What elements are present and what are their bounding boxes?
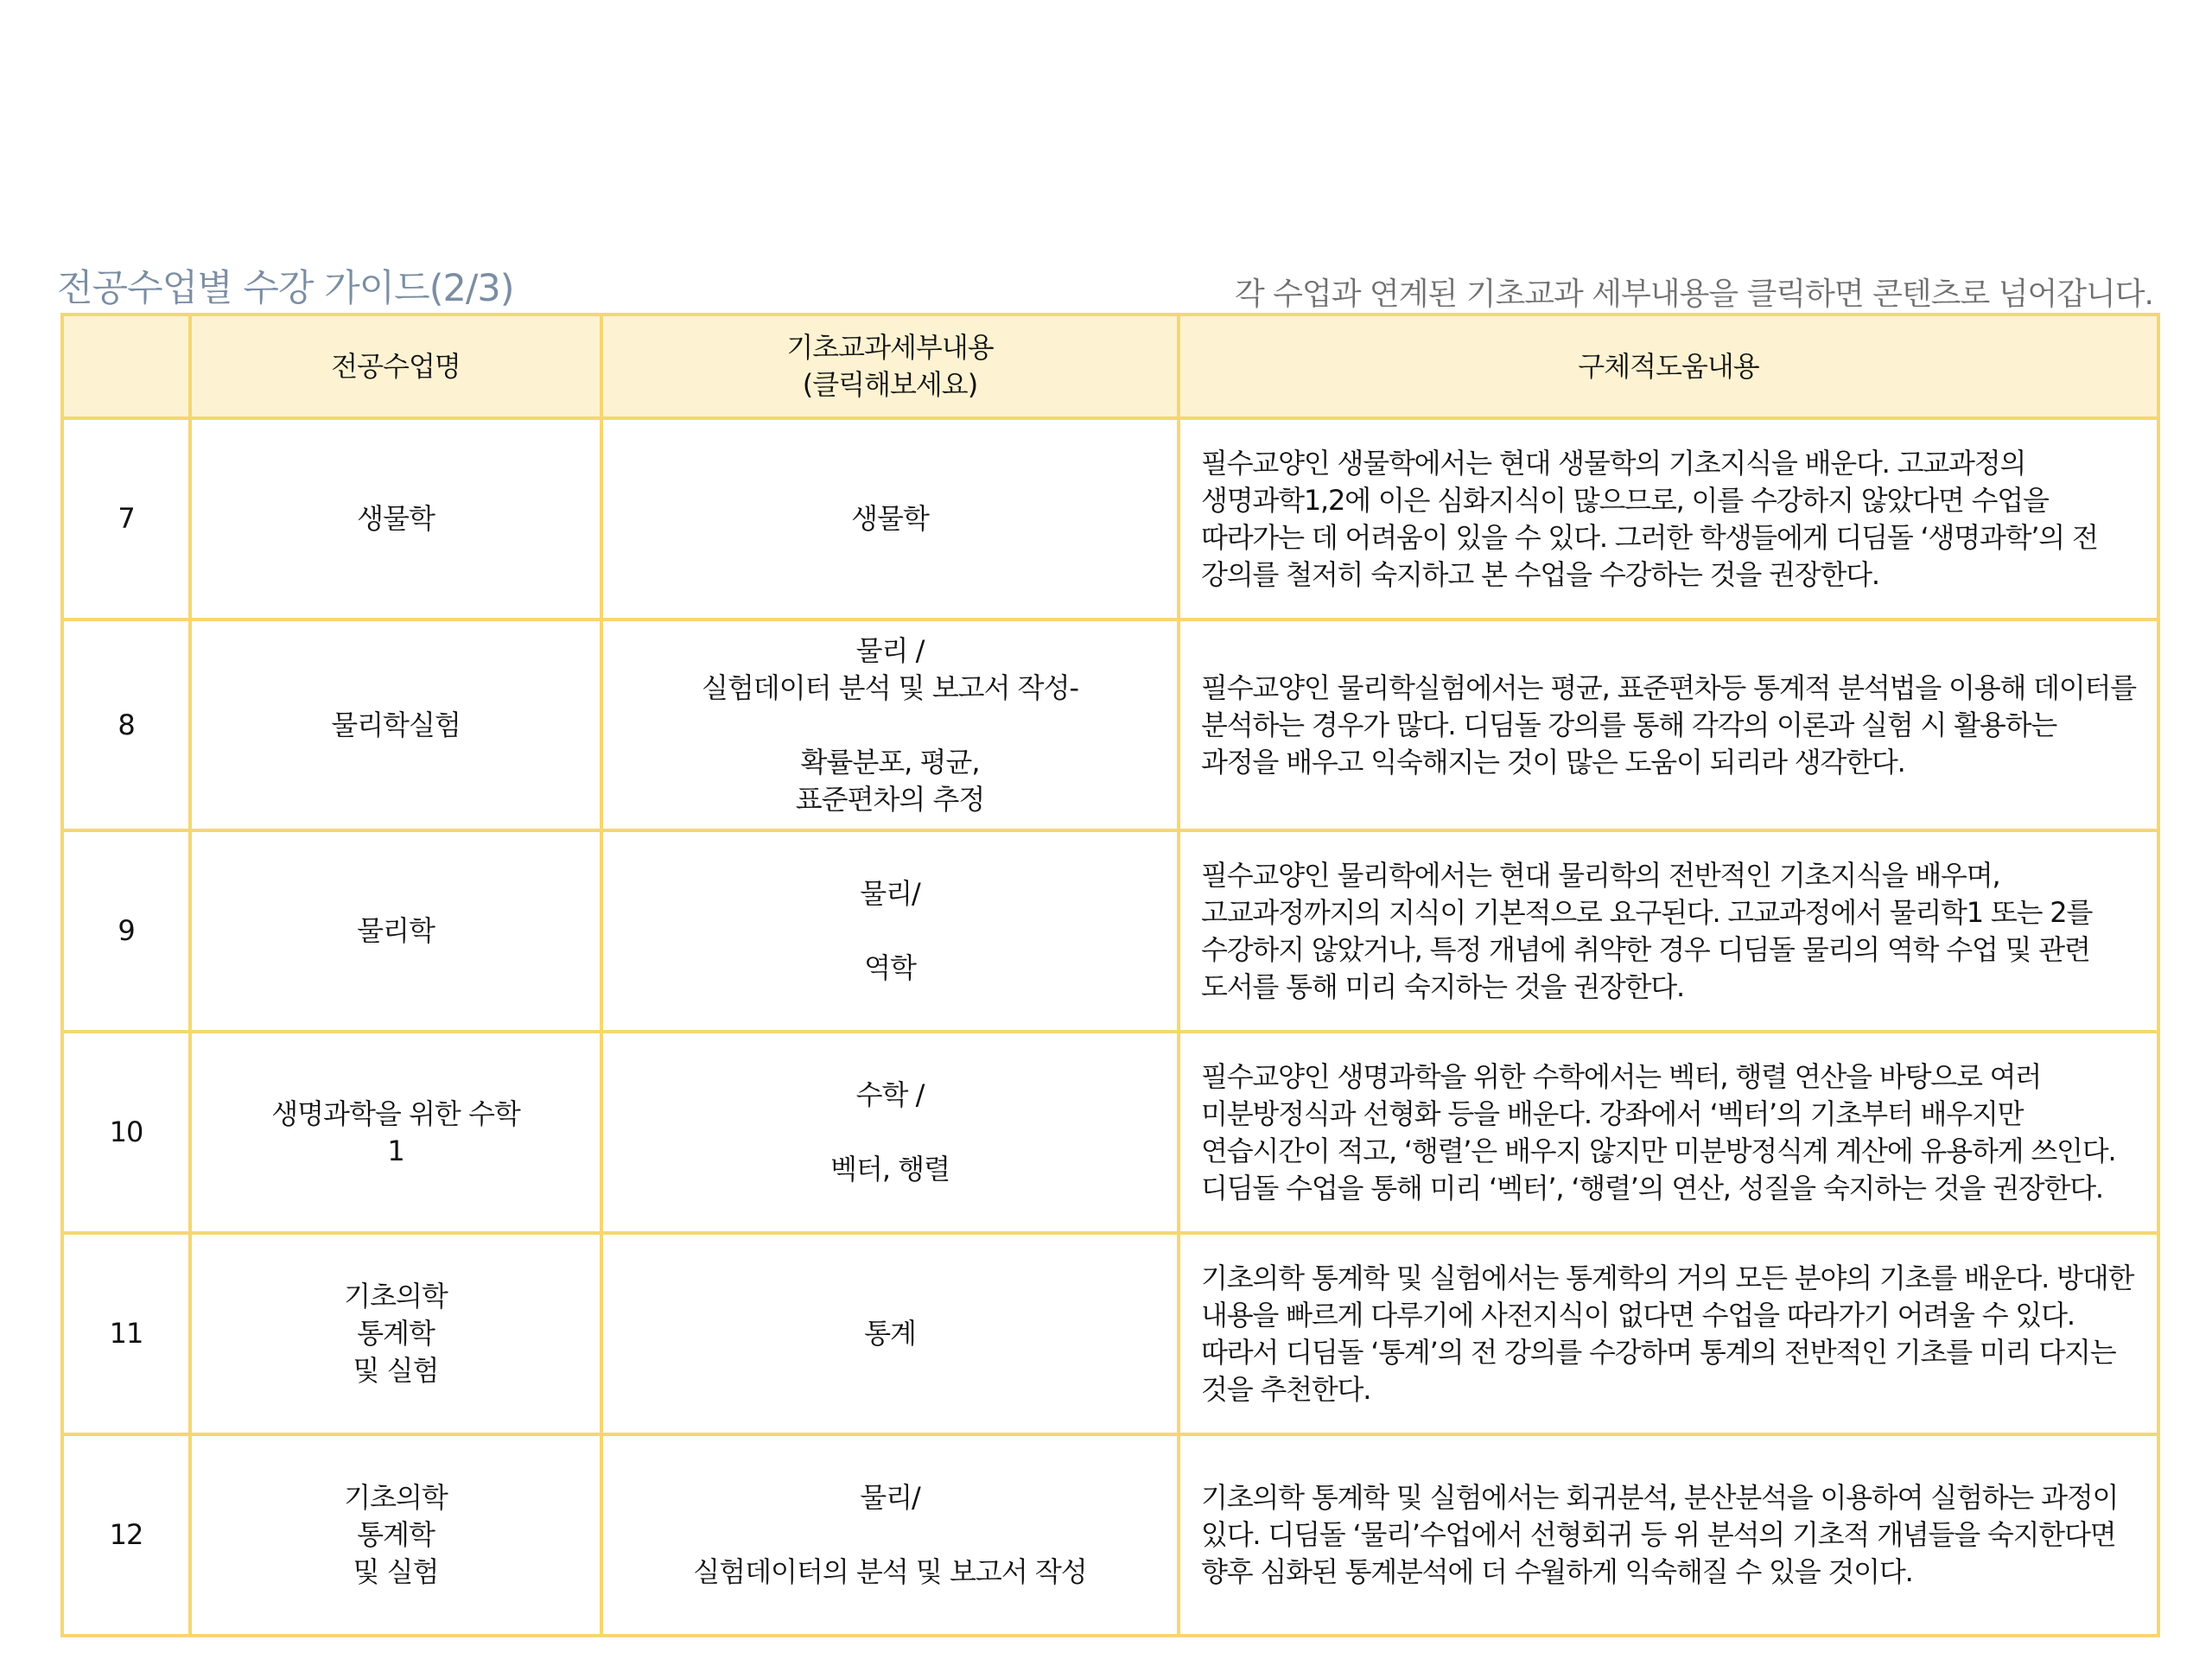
basic-content-link[interactable] xyxy=(601,830,1179,1032)
header-number xyxy=(62,315,190,418)
course-name-line: 물리학 xyxy=(357,914,435,947)
basic-content-line[interactable]: 통계 xyxy=(864,1317,916,1350)
basic-content-link[interactable] xyxy=(601,1032,1179,1233)
header-basic-hint: (클릭해보세요) xyxy=(802,368,978,401)
basic-content-line[interactable] xyxy=(610,1516,1170,1554)
header-basic-line: 기초교과세부내용 xyxy=(786,331,994,364)
course-name xyxy=(190,620,601,830)
basic-content-line[interactable]: 벡터, 행렬 xyxy=(830,1153,950,1185)
basic-content-line[interactable]: 실험데이터 분석 및 보고서 작성- xyxy=(701,671,1079,704)
page-hint: 각 수업과 연계된 기초교과 세부내용을 클릭하면 콘텐츠로 넘어갑니다. xyxy=(1234,276,2153,312)
row-number: 8 xyxy=(62,620,190,830)
basic-content-line[interactable]: 물리/ xyxy=(860,877,920,910)
basic-content-line[interactable]: 수학 / xyxy=(855,1078,925,1111)
basic-content-line[interactable]: 물리/ xyxy=(860,1481,920,1514)
help-description: 필수교양인 생물학에서는 현대 생물학의 기초지식을 배운다. 고교과정의 생명과학1,2에 이은 심화지식이 많으므로, 이를 수강하지 않았다면 수업을 따라가는 데 어려움이 있을 수 있다. 그러한 학생들에게 디딤돌 ‘생명과학’의 전 강의를 철저히 숙지하고 본 수업을 수강하는 것을 권장한다. xyxy=(1179,418,2158,620)
course-name-line: 및 실험 xyxy=(353,1555,439,1588)
basic-content-line[interactable]: 실험데이터의 분석 및 보고서 작성 xyxy=(693,1555,1087,1588)
help-description: 필수교양인 물리학에서는 현대 물리학의 전반적인 기초지식을 배우며, 고교과정까지의 지식이 기본적으로 요구된다. 고교과정에서 물리학1 또는 2를 수강하지 않았거나, 특정 개념에 취약한 경우 디딤돌 물리의 역학 수업 및 관련 도서를 통해 미리 숙지하는 것을 권장한다. xyxy=(1179,830,2158,1032)
course-name-line: 통계학 xyxy=(357,1518,435,1551)
basic-content-line[interactable]: 확률분포, 평균, xyxy=(800,745,980,779)
row-number: 7 xyxy=(62,418,190,620)
basic-content-line[interactable]: 생물학 xyxy=(851,502,929,535)
course-name-line: 물리학실험 xyxy=(331,708,461,741)
table-row xyxy=(62,1032,2158,1233)
course-guide-table xyxy=(60,313,2160,1637)
help-description: 기초의학 통계학 및 실험에서는 통계학의 거의 모든 분야의 기초를 배운다. 방대한 내용을 빠르게 다루기에 사전지식이 없다면 수업을 따라가기 어려울 수 있다. 따라서 디딤돌 ‘통계’의 전 강의를 수강하며 통계의 전반적인 기초를 미리 다지는 것을 추천한다. xyxy=(1179,1233,2158,1434)
help-description: 기초의학 통계학 및 실험에서는 회귀분석, 분산분석을 이용하여 실험하는 과정이 있다. 디딤돌 ‘물리’수업에서 선형회귀 등 위 분석의 기초적 개념들을 숙지한다면 향후 심화된 통계분석에 더 수월하게 익숙해질 수 있을 것이다. xyxy=(1179,1434,2158,1636)
basic-content-line[interactable] xyxy=(610,912,1170,950)
basic-content-link[interactable] xyxy=(601,1434,1179,1636)
course-name xyxy=(190,418,601,620)
basic-content-line[interactable]: 표준편차의 추정 xyxy=(795,782,985,816)
course-name-line: 생명과학을 위한 수학 xyxy=(271,1096,520,1130)
course-name xyxy=(190,1434,601,1636)
row-number: 10 xyxy=(62,1032,190,1233)
basic-content-line[interactable]: 역학 xyxy=(864,951,916,984)
basic-content-link[interactable] xyxy=(601,418,1179,620)
basic-content-link[interactable] xyxy=(601,620,1179,830)
course-name-line: 기초의학 xyxy=(344,1280,448,1313)
help-description: 필수교양인 물리학실험에서는 평균, 표준편차등 통계적 분석법을 이용해 데이터를 분석하는 경우가 많다. 디딤돌 강의를 통해 각각의 이론과 실험 시 활용하는 과정을 배우고 익숙해지는 것이 많은 도움이 되리라 생각한다. xyxy=(1179,620,2158,830)
row-number: 12 xyxy=(62,1434,190,1636)
help-description: 필수교양인 생명과학을 위한 수학에서는 벡터, 행렬 연산을 바탕으로 여러 미분방정식과 선형화 등을 배운다. 강좌에서 ‘벡터’의 기초부터 배우지만 연습시간이 적고, ‘행렬’은 배우지 않지만 미분방정식계 계산에 유용하게 쓰인다. 디딤돌 수업을 통해 미리 ‘벡터’, ‘행렬’의 연산, 성질을 숙지하는 것을 권장한다. xyxy=(1179,1032,2158,1233)
basic-content-line[interactable] xyxy=(610,707,1170,744)
course-name xyxy=(190,830,601,1032)
row-number: 9 xyxy=(62,830,190,1032)
basic-content-link[interactable] xyxy=(601,1233,1179,1434)
course-name-line: 기초의학 xyxy=(344,1481,448,1514)
header-help: 구체적도움내용 xyxy=(1179,315,2158,418)
table-row xyxy=(62,620,2158,830)
header-course: 전공수업명 xyxy=(190,315,601,418)
page-title: 전공수업별 수강 가이드(2/3) xyxy=(57,267,514,310)
basic-content-line[interactable]: 물리 / xyxy=(855,633,925,667)
table-row xyxy=(62,1233,2158,1434)
table-row xyxy=(62,1434,2158,1636)
course-name-line: 생물학 xyxy=(357,502,435,535)
basic-content-line[interactable] xyxy=(610,1114,1170,1151)
course-name-line: 통계학 xyxy=(357,1317,435,1350)
table-row xyxy=(62,418,2158,620)
course-name xyxy=(190,1032,601,1233)
table-header-row xyxy=(62,315,2158,418)
header-basic-content xyxy=(601,315,1179,418)
course-name xyxy=(190,1233,601,1434)
course-name-line: 및 실험 xyxy=(353,1354,439,1387)
course-name-line: 1 xyxy=(387,1134,404,1167)
row-number: 11 xyxy=(62,1233,190,1434)
table-row xyxy=(62,830,2158,1032)
